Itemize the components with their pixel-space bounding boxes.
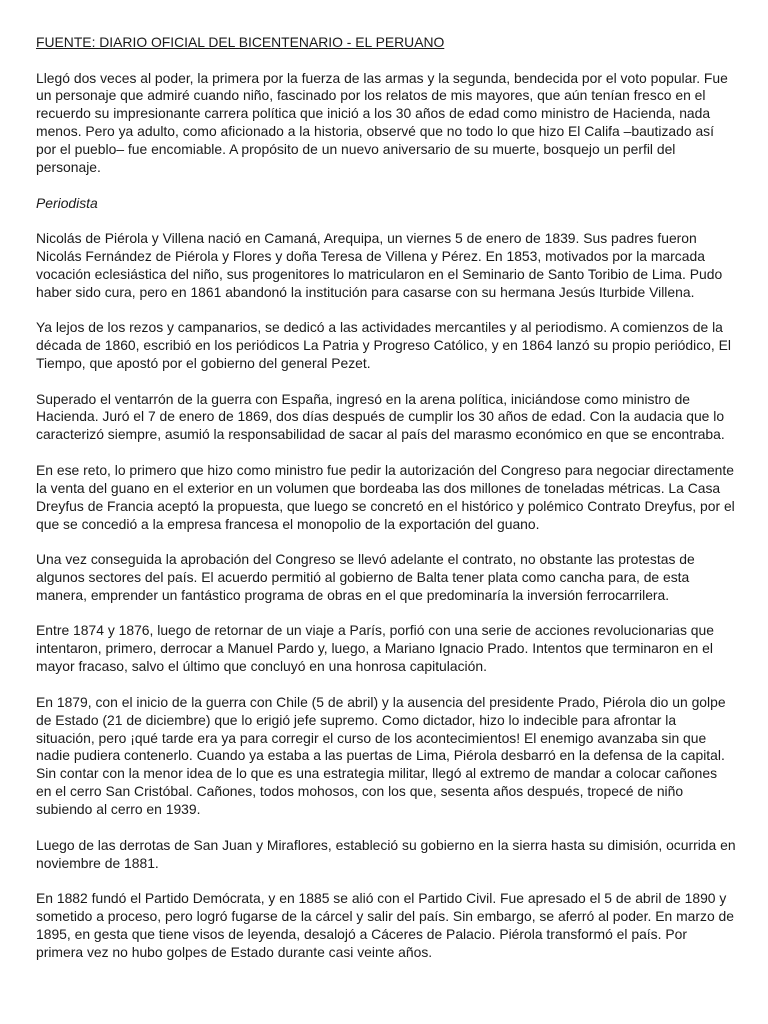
body-paragraph: Superado el ventarrón de la guerra con España, ingresó en la arena política, iniciándose como ministro de Hacienda. Juró el 7 de enero de 1869, dos días después de cumplir los 30 años de edad. Con la audacia que lo caracterizó siempre, asumió la responsabilidad de sacar al país del marasmo económico en que se encontraba. [36, 390, 725, 443]
intro-paragraph: Llegó dos veces al poder, la primera por la fuerza de las armas y la segunda, bendecida por el voto popular. Fue un personaje que admiré cuando niño, fascinado por los relatos de mis mayores, que aún tenían fresco en el recuerdo su impresionante carrera política que inició a los 30 años de edad como ministro de Hacienda, nada menos. Pero ya adulto, como aficionado a la historia, observé que no todo lo que hizo El Califa –bautizado así por el pueblo– fue encomiable. A propósito de un nuevo aniversario de su muerte, bosquejo un perfil del personaje. [36, 69, 728, 176]
document-page [36, 34, 736, 979]
body-paragraph: Ya lejos de los rezos y campanarios, se dedicó a las actividades mercantiles y al periodismo. A comienzos de la década de 1860, escribió en los periódicos La Patria y Progreso Católico, y en 1864 lanzó su propio periódico, El Tiempo, que apostó por el gobierno del general Pezet. [36, 319, 731, 372]
body-paragraph: Nicolás de Piérola y Villena nació en Camaná, Arequipa, un viernes 5 de enero de 1839. Sus padres fueron Nicolás Fernández de Piérola y Flores y doña Teresa de Villena y Pérez. En 1853, motivados por la marcada vocación eclesiástica del niño, sus progenitores lo matricularon en el Seminario de Santo Toribio de Lima. Pudo haber sido cura, pero en 1861 abandonó la institución para casarse con su hermana Jesús Iturbide Villena. [36, 230, 723, 300]
section-heading: Periodista [36, 194, 98, 211]
body-paragraph: Entre 1874 y 1876, luego de retornar de un viaje a París, porfió con una serie de acciones revolucionarias que intentaron, primero, derrocar a Manuel Pardo y, luego, a Mariano Ignacio Prado. Intentos que terminaron en el mayor fracaso, salvo el último que concluyó en una honrosa capitulación. [36, 622, 714, 675]
body-paragraph: Una vez conseguida la aprobación del Congreso se llevó adelante el contrato, no obstante las protestas de algunos sectores del país. El acuerdo permitió al gobierno de Balta tener plata como cancha para, de esta manera, emprender un fantástico programa de obras en el que predominaría la inversión ferrocarrilera. [36, 551, 695, 603]
body-paragraph: Luego de las derrotas de San Juan y Miraflores, estableció su gobierno en la sierra hasta su dimisión, ocurrida en noviembre de 1881. [36, 836, 736, 871]
body-paragraph: En 1879, con el inicio de la guerra con Chile (5 de abril) y la ausencia del presidente Prado, Piérola dio un golpe de Estado (21 de diciembre) que lo erigió jefe supremo. Como dictador, hizo lo indecible para afrontar la situación, pero ¡qué tarde era ya para corregir el curso de los acontecimientos! El enemigo avanzaba sin que nadie pudiera contenerlo. Cuando ya estaba a las puertas de Lima, Piérola desbarró en la defensa de la capital. Sin contar con la menor idea de lo que es una estrategia militar, llegó al extremo de mandar a colocar cañones en el cerro San Cristóbal. Cañones, todos mohosos, con los que, sesenta años después, tropecé de niño subiendo al cerro en 1939. [36, 693, 726, 818]
source-line: FUENTE: DIARIO OFICIAL DEL BICENTENARIO - EL PERUANO [36, 34, 445, 50]
body-paragraph: En ese reto, lo primero que hizo como ministro fue pedir la autorización del Congreso para negociar directamente la venta del guano en el exterior en un volumen que bordeaba las dos millones de toneladas métricas. La Casa Dreyfus de Francia aceptó la propuesta, que luego se concretó en el histórico y polémico Contrato Dreyfus, por el que se concedió a la empresa francesa el monopolio de la exportación del guano. [36, 461, 735, 532]
body-paragraph: En 1882 fundó el Partido Demócrata, y en 1885 se alió con el Partido Civil. Fue apresado el 5 de abril de 1890 y sometido a proceso, pero logró fugarse de la cárcel y salir del país. Sin embargo, se aferró al poder. En marzo de 1895, en gesta que tiene visos de leyenda, desalojó a Cáceres de Palacio. Piérola transformó el país. Por primera vez no hubo golpes de Estado durante casi veinte años. [36, 890, 734, 960]
